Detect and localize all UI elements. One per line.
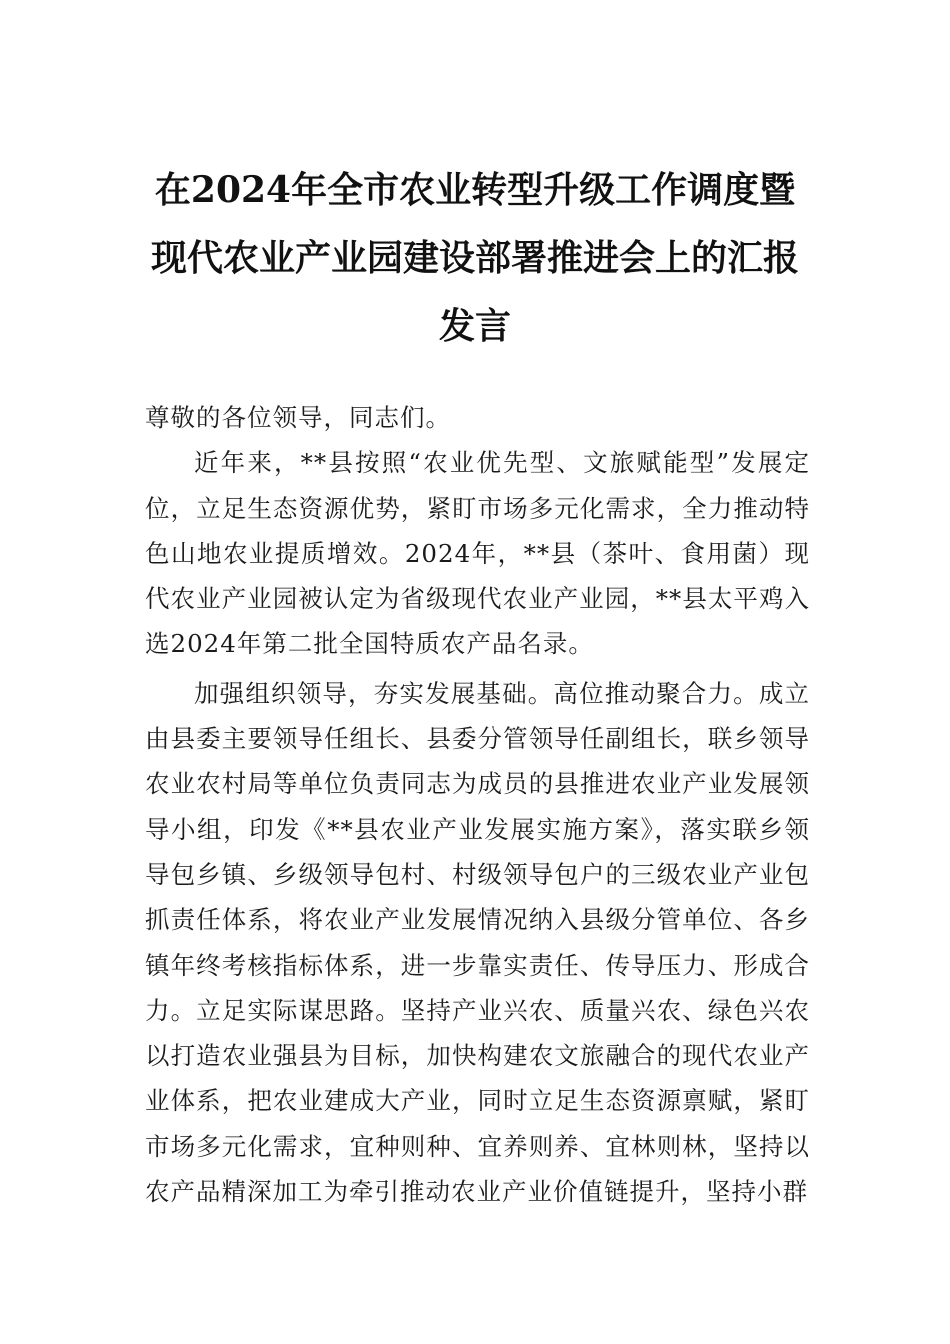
- body-paragraph: 加强组织领导，夯实发展基础。高位推动聚合力。成立由县委主要领导任组长、县委分管领导任副组长，联乡领导农业农村局等单位负责同志为成员的县推进农业产业发展领导小组，印发《**县农业产业发展实施方案》，落实联乡领导包乡镇、乡级领导包村、村级领导包户的三级农业产业包抓责任体系，将农业产业发展情况纳入县级分管单位、各乡镇年终考核指标体系，进一步靠实责任、传导压力、形成合力。立足实际谋思路。坚持产业兴农、质量兴农、绿色兴农以打造农业强县为目标，加快构建农文旅融合的现代农业产业体系，把农业建成大产业，同时立足生态资源禀赋，紧盯市场多元化需求，宜种则种、宜养则养、宜林则林，坚持以农产品精深加工为牵引推动农业产业价值链提升，坚持小群: [145, 678, 810, 1207]
- body-paragraph: 近年来，**县按照“农业优先型、文旅赋能型”发展定位，立足生态资源优势，紧盯市场多元化需求，全力推动特色山地农业提质增效。2024年，**县（茶叶、食用菌）现代农业产业园被认定为省级现代农业产业园，**县太平鸡入选2024年第二批全国特质农产品名录。: [145, 448, 810, 659]
- salutation: 尊敬的各位领导，同志们。: [145, 403, 451, 432]
- document-body: [145, 395, 810, 1214]
- document-title: 在2024年全市农业转型升级工作调度暨现代农业产业园建设部署推进会上的汇报发言: [150, 169, 799, 347]
